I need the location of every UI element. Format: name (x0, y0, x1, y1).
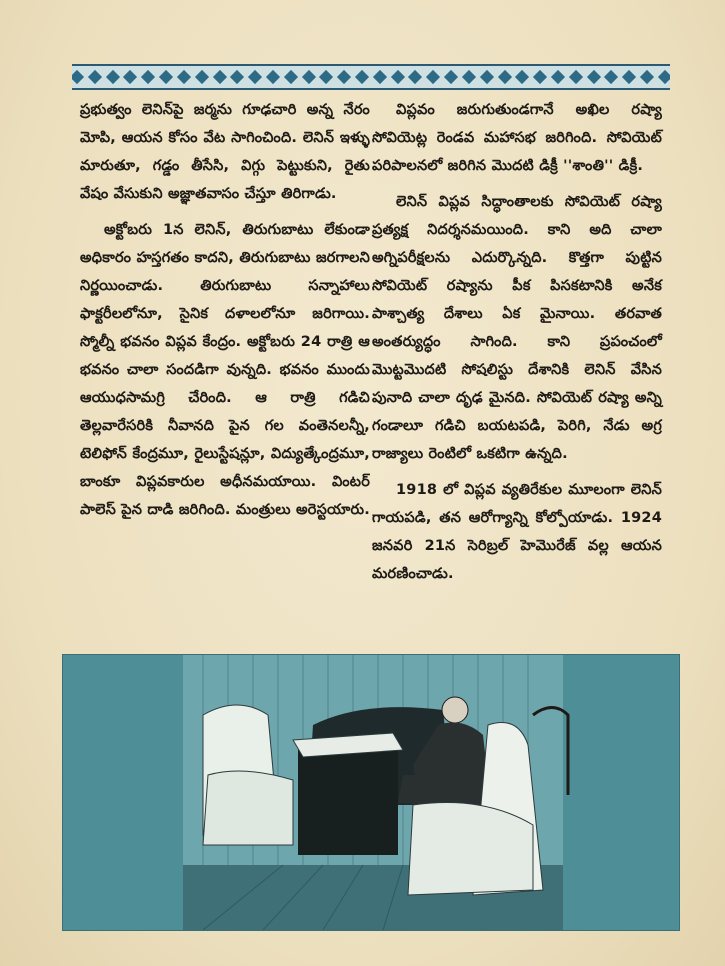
ornament-diamond (284, 70, 298, 84)
ornament-diamond (106, 70, 120, 84)
ornament-diamond (622, 70, 636, 84)
ornament-diamond (159, 70, 173, 84)
ornament-diamond (497, 70, 511, 84)
ornament-diamond (141, 70, 155, 84)
left-column (80, 96, 370, 532)
ornament-diamond (177, 70, 191, 84)
ornament-diamond (337, 70, 351, 84)
ornament-diamond (88, 70, 102, 84)
illustration-drawing (63, 655, 679, 930)
ornament-diamond (408, 70, 422, 84)
ornament-diamond (266, 70, 280, 84)
illustration-lenin-seated (62, 654, 680, 931)
ornament-diamond (72, 70, 84, 84)
ornament-diamond (640, 70, 654, 84)
ornament-diamond (604, 70, 618, 84)
ornament-diamond (212, 70, 226, 84)
ornament-diamond (248, 70, 262, 84)
ornament-diamond (123, 70, 137, 84)
ornament-diamond (373, 70, 387, 84)
ornament-diamond (195, 70, 209, 84)
paragraph: ప్రభుత్వం లెనిన్‌పై జర్మను గూఢచారి అన్న నేరం మోపి, ఆయన కోసం వేట సాగించింది. లెనిన్ ఇళ్ళు మారుతూ, గడ్డం తీసేసి, విగ్గు పెట్టుకుని, రైతు వేషం వేసుకుని అజ్ఞాతవాసం చేస్తూ తిరిగాడు. (80, 102, 370, 202)
ornament-diamond (515, 70, 529, 84)
ornament-diamond (444, 70, 458, 84)
ornament-diamond (426, 70, 440, 84)
paragraph: లెనిన్ విప్లవ సిద్ధాంతాలకు సోవియెట్ రష్యా ప్రత్యక్ష నిదర్శనమయింది. కాని అది చాలా అగ్నిపరీక్షలను ఎదుర్కొన్నది. కొత్తగా పుట్టిన సోవియెట్ రష్యాను పీక పిసకటానికి అనేక పాశ్చాత్య దేశాలు ఏక మైనాయి. తరవాత అంతర్యుద్ధం సాగింది. కాని ప్రపంచంలో మొట్టమొదటి సోషలిస్టు దేశానికి లెనిన్ వేసిన పునాది చాలా దృఢ మైనది. సోవియెట్ రష్యా అన్ని గండాలూ గడిచి బయటపడి, పెరిగి, నేడు అగ్ర రాజ్యాలు రెంటిలో ఒకటిగా ఉన్నది. (372, 194, 662, 462)
ornament-diamond (551, 70, 565, 84)
ornament-diamond (569, 70, 583, 84)
ornament-diamond (391, 70, 405, 84)
ornament-diamond (462, 70, 476, 84)
paragraph: 1918 లో విప్లవ వ్యతిరేకుల మూలంగా లెనిన్ గాయపడి, తన ఆరోగ్యాన్ని కోల్పోయాడు. 1924 జనవరి 21న సెరిబ్రల్ హెమొరేజ్ వల్ల ఆయన మరణించాడు. (372, 482, 662, 582)
decorative-border-band (72, 64, 670, 90)
ornament-diamond (586, 70, 600, 84)
ornament-diamond (355, 70, 369, 84)
right-column (372, 96, 662, 596)
ornament-diamond (480, 70, 494, 84)
paragraph: విప్లవం జరుగుతుండగానే అఖిల రష్యా సోవియెట్ల రెండవ మహాసభ జరిగింది. సోవియెట్ పరిపాలనలో జరిగిన మొదటి డిక్రీ ''శాంతి'' డిక్రీ. (372, 102, 662, 174)
ornament-diamond (319, 70, 333, 84)
ornament-diamond (230, 70, 244, 84)
ornament-diamond (301, 70, 315, 84)
ornament-diamond (658, 70, 670, 84)
ornament-diamond (533, 70, 547, 84)
paragraph: అక్టోబరు 1న లెనిన్, తిరుగుబాటు లేకుండా అధికారం హస్తగతం కాదని, తిరుగుబాటు జరగాలని నిర్ణయించాడు. తిరుగుబాటు సన్నాహాలు ఫాక్టరీలలోనూ, సైనిక దళాలలోనూ జరిగాయి. స్మోల్నీ భవనం విప్లవ కేంద్రం. అక్టోబరు 24 రాత్రి ఆ భవనం చాలా సందడిగా వున్నది. భవనం ముందు ఆయుధసామగ్రి చేరింది. ఆ రాత్రి గడిచి తెల్లవారేసరికి నీవానది పైన గల వంతెనలన్నీ, టెలిఫోన్ కేంద్రమూ, రైలుస్టేషన్లూ, విద్యుత్కేంద్రమూ, బాంకూ విప్లవకారుల అధీనమయాయి. వింటర్ పాలెస్ పైన దాడి జరిగింది. మంత్రులు అరెస్టయారు. (80, 222, 370, 518)
